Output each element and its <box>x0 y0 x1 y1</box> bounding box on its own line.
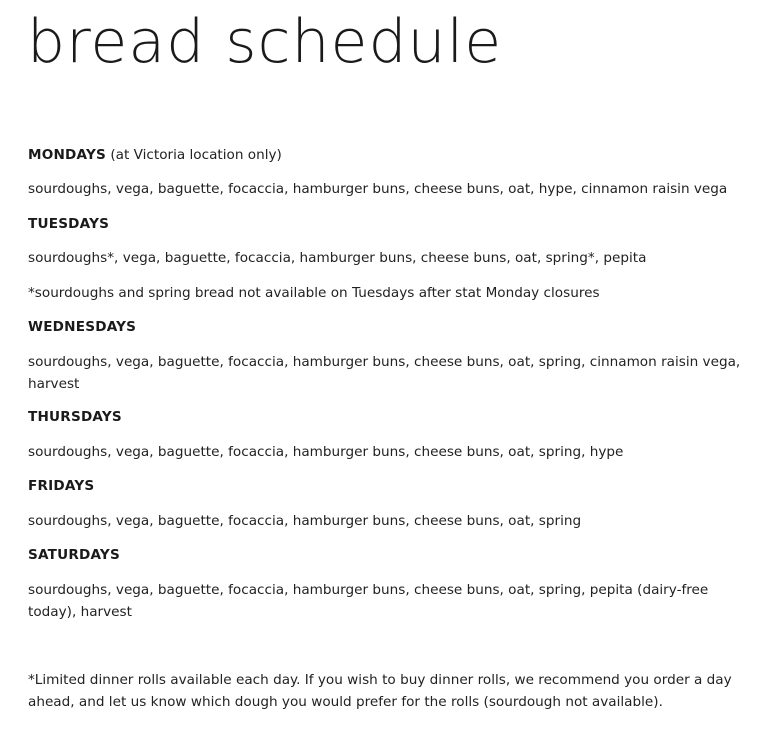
saturday-heading <box>28 544 753 566</box>
day-label-thursday: THURSDAYS <box>28 409 122 425</box>
dinner-rolls-note: *Limited dinner rolls available each day. If you wish to buy dinner rolls, we recommend you order a day ahead, and let us know which dough you would prefer for the rolls (sourdough not available). <box>28 672 732 710</box>
wednesday-breads: sourdoughs, vega, baguette, focaccia, hamburger buns, cheese buns, oat, spring, cinnamon raisin vega, harvest <box>28 354 741 392</box>
tuesday-footnote: *sourdoughs and spring bread not available on Tuesdays after stat Monday closures <box>28 285 600 301</box>
day-label-tuesday: TUESDAYS <box>28 216 110 232</box>
tuesday-heading <box>28 213 753 235</box>
saturday-breads: sourdoughs, vega, baguette, focaccia, hamburger buns, cheese buns, oat, spring, pepita (dairy-free today), harvest <box>28 582 709 620</box>
thursday-breads: sourdoughs, vega, baguette, focaccia, hamburger buns, cheese buns, oat, spring, hype <box>28 444 624 460</box>
thursday-heading <box>28 406 753 428</box>
monday-breads: sourdoughs, vega, baguette, focaccia, hamburger buns, cheese buns, oat, hype, cinnamon raisin vega <box>28 181 728 197</box>
friday-breads: sourdoughs, vega, baguette, focaccia, hamburger buns, cheese buns, oat, spring <box>28 513 582 529</box>
day-label-saturday: SATURDAYS <box>28 547 120 563</box>
page-title: bread schedule <box>27 7 503 77</box>
monday-heading <box>28 144 753 166</box>
day-label-wednesday: WEDNESDAYS <box>28 319 137 335</box>
wednesday-heading <box>28 316 753 338</box>
monday-location-note: (at Victoria location only) <box>110 147 282 163</box>
friday-heading <box>28 475 753 497</box>
day-label-monday: MONDAYS <box>28 147 106 163</box>
tuesday-breads: sourdoughs*, vega, baguette, focaccia, hamburger buns, cheese buns, oat, spring*, pepita <box>28 250 647 266</box>
day-label-friday: FRIDAYS <box>28 478 95 494</box>
